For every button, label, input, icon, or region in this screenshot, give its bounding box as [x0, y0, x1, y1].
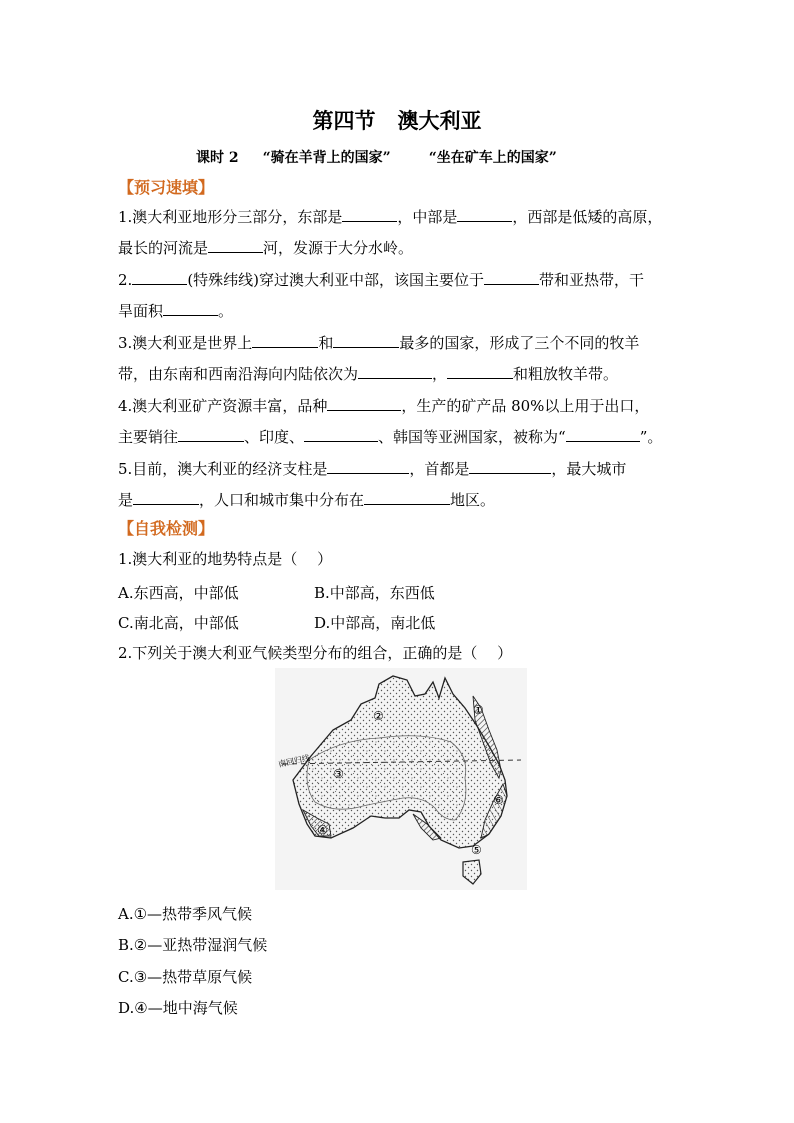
preview-q1-line2: 最长的河流是 河，发源于大分水岭。 [118, 236, 413, 259]
map-marker-5: ⑤ [471, 843, 482, 857]
lesson-topic-1: “骑在羊背上的国家” [262, 150, 391, 166]
check-q1-option-b[interactable]: B.中部高，东西低 [314, 584, 435, 602]
map-marker-3: ③ [333, 767, 344, 781]
check-q2-option-c[interactable]: C.③—热带草原气候 [118, 968, 253, 986]
preview-q5-line1: 5.目前，澳大利亚的经济支柱是 ，首都是 ，最大城市 [118, 457, 626, 480]
answer-blank[interactable] [252, 331, 318, 348]
title-country: 澳大利亚 [397, 109, 482, 133]
map-marker-1: ① [473, 703, 484, 717]
section-preview-heading: 【预习速填】 [118, 178, 215, 197]
check-q1-stem: 1.澳大利亚的地势特点是（ ） [118, 550, 333, 568]
check-q1-option-d[interactable]: D.中部高，南北低 [314, 614, 436, 632]
answer-blank[interactable] [133, 488, 199, 505]
section-selfcheck-heading: 【自我检测】 [118, 519, 215, 538]
lesson-number: 课时 2 [196, 150, 239, 166]
lesson-topic-2: “坐在矿车上的国家” [428, 150, 557, 166]
answer-blank[interactable] [469, 457, 551, 474]
preview-q4-line2: 主要销往 、印度、 、韩国等亚洲国家，被称为“ ”。 [118, 425, 662, 448]
answer-blank[interactable] [457, 205, 512, 222]
answer-blank[interactable] [333, 331, 399, 348]
preview-q5-line2: 是 ，人口和城市集中分布在 地区。 [118, 488, 495, 511]
answer-blank[interactable] [178, 425, 244, 442]
preview-q3-line1: 3.澳大利亚是世界上 和 最多的国家，形成了三个不同的牧羊 [118, 331, 639, 354]
answer-blank[interactable] [163, 299, 218, 316]
check-q2-option-d[interactable]: D.④—地中海气候 [118, 999, 238, 1017]
answer-blank[interactable] [484, 268, 539, 285]
check-q2-option-b[interactable]: B.②—亚热带湿润气候 [118, 936, 268, 954]
preview-q2-line1: 2. (特殊纬线)穿过澳大利亚中部，该国主要位于 带和亚热带，干 [118, 268, 644, 291]
answer-blank[interactable] [327, 457, 409, 474]
check-q1-option-c[interactable]: C.南北高，中部低 [118, 614, 239, 632]
australia-climate-map [275, 668, 527, 890]
answer-blank[interactable] [358, 362, 432, 379]
answer-blank[interactable] [208, 236, 263, 253]
preview-q2-line2: 旱面积 。 [118, 299, 233, 322]
title-section: 第四节 [312, 109, 376, 133]
answer-blank[interactable] [566, 425, 640, 442]
lesson-subtitle [196, 147, 557, 167]
answer-blank[interactable] [132, 268, 187, 285]
preview-q1-line1: 1.澳大利亚地形分三部分，东部是 ，中部是 ，西部是低矮的高原， [118, 205, 662, 228]
preview-q3-line2: 带，由东南和西南沿海向内陆依次为 ， 和粗放牧羊带。 [118, 362, 618, 385]
map-marker-2: ② [373, 709, 384, 723]
check-q2-option-a[interactable]: A.①—热带季风气候 [118, 905, 253, 923]
answer-blank[interactable] [364, 488, 450, 505]
answer-blank[interactable] [327, 394, 401, 411]
check-q1-option-a[interactable]: A.东西高，中部低 [118, 584, 239, 602]
check-q2-stem: 2.下列关于澳大利亚气候类型分布的组合，正确的是（ ） [118, 644, 513, 662]
answer-blank[interactable] [342, 205, 397, 222]
map-marker-6: ⑥ [493, 793, 504, 807]
tropic-label: 南回归线 [277, 753, 311, 769]
page-title [0, 105, 794, 135]
preview-q4-line1: 4.澳大利亚矿产资源丰富，品种 ，生产的矿产品 80%以上用于出口， [118, 394, 649, 417]
answer-blank[interactable] [304, 425, 378, 442]
map-marker-4: ④ [317, 823, 328, 837]
answer-blank[interactable] [447, 362, 513, 379]
